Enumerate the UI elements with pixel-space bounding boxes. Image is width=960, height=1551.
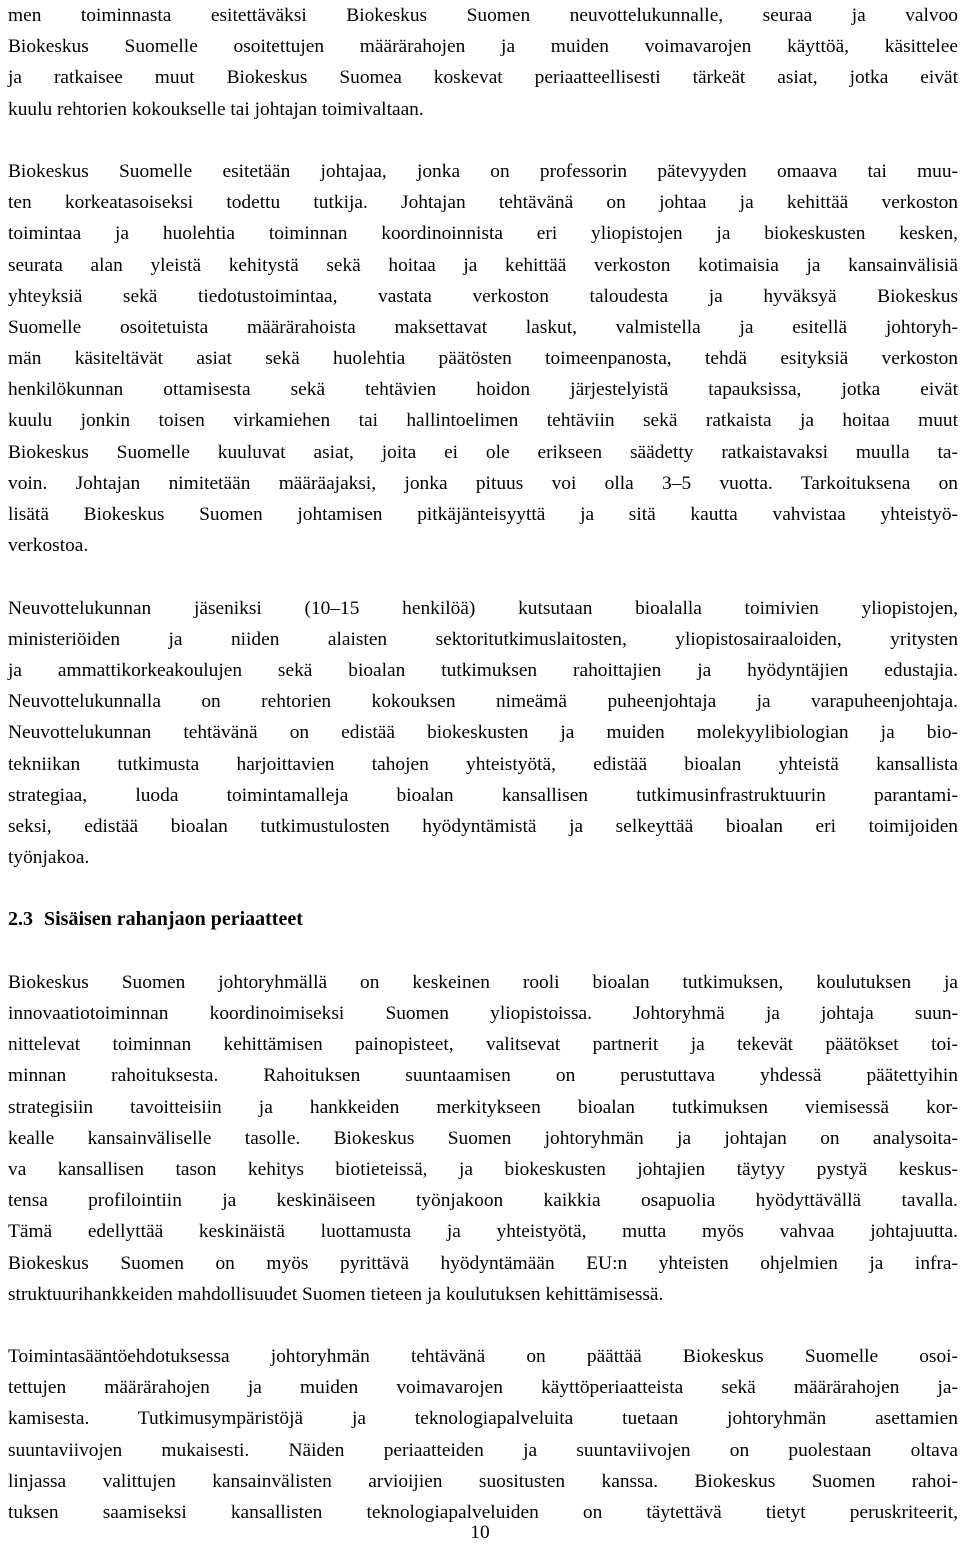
paragraph-advisory-board	[8, 593, 958, 874]
text-line: struktuurihankkeiden mahdollisuudet Suomen tieteen ja koulutuksen kehittämisessä.	[8, 1283, 664, 1305]
text-line: seksi, edistää bioalan tutkimustulosten hyödyntämistä ja selkeyttää bioalan eri toimijoiden	[8, 815, 958, 837]
text-line: män käsiteltävät asiat sekä huolehtia päätösten toimeenpanosta, tehdä esityksiä verkoston	[8, 348, 958, 370]
paragraph-director	[8, 156, 958, 561]
text-line: nittelevat toiminnan kehittämisen painopisteet, valitsevat partnerit ja tekevät päätökset toi-	[8, 1034, 958, 1056]
text-line: kuulu jonkin toisen virkamiehen tai hallintoelimen tehtäviin sekä ratkaista ja hoitaa muut	[8, 410, 958, 432]
text-line: tettujen määrärahojen ja muiden voimavarojen käyttöperiaatteista sekä määrärahojen ja-	[8, 1377, 958, 1399]
text-line: tuksen saamiseksi kansallisten teknologiapalveluiden on täytettävä tietyt peruskriteerit,	[8, 1502, 958, 1523]
text-line: ja ratkaisee muut Biokeskus Suomea koskevat periaatteellisesti tärkeät asiat, jotka eivät	[8, 67, 958, 89]
document-page	[8, 0, 958, 1528]
text-line: Tämä edellyttää keskinäistä luottamusta ja yhteistyötä, mutta myös vahvaa johtajuutta.	[8, 1221, 958, 1243]
text-line: Biokeskus Suomen johtoryhmällä on keskeinen rooli bioalan tutkimuksen, koulutuksen ja	[8, 971, 958, 993]
text-line: lisätä Biokeskus Suomen johtamisen pitkäjänteisyyttä ja sitä kautta vahvistaa yhteistyö-	[8, 504, 958, 525]
text-line: Biokeskus Suomelle osoitettujen määrärahojen ja muiden voimavarojen käyttöä, käsittelee	[8, 36, 958, 58]
page-number: 10	[470, 1522, 490, 1543]
text-line: työnjakoa.	[8, 847, 90, 869]
text-line: Biokeskus Suomen on myös pyrittävä hyödyntämään EU:n yhteisten ohjelmien ja infra-	[8, 1252, 958, 1274]
text-line: linjassa valittujen kansainvälisten arvioijien suositusten kanssa. Biokeskus Suomen rahoi-	[8, 1470, 958, 1492]
text-line: verkostoa.	[8, 535, 89, 557]
text-line: Biokeskus Suomelle kuuluvat asiat, joita ei ole erikseen säädetty ratkaistavaksi muulla ta-	[8, 441, 958, 463]
text-line: suuntaviivojen mukaisesti. Näiden periaatteiden ja suuntaviivojen on puolestaan oltava	[8, 1439, 958, 1461]
text-line: va kansallisen tason kehitys biotieteissä, ja biokeskusten johtajien täytyy pystyä keskus-	[8, 1158, 958, 1180]
section-heading	[8, 904, 958, 935]
text-line: strategiaa, luoda toimintamalleja bioalan kansallisen tutkimusinfrastruktuurin parantami-	[8, 784, 958, 806]
text-line: ja ammattikorkeakoulujen sekä bioalan tutkimuksen rahoittajien ja hyödyntäjien edustajia.	[8, 659, 958, 681]
text-line: minnan rahoituksesta. Rahoituksen suuntaamisen on perustuttava yhdessä päätettyihin	[8, 1065, 958, 1087]
text-line: kealle kansainväliselle tasolle. Biokeskus Suomen johtoryhmän ja johtajan on analysoita-	[8, 1127, 958, 1149]
paragraph-board-duties	[8, 0, 958, 125]
text-line: men toiminnasta esitettäväksi Biokeskus Suomen neuvottelukunnalle, seuraa ja valvoo	[8, 5, 958, 26]
text-line: ministeriöiden ja niiden alaisten sektoritutkimuslaitosten, yliopistosairaaloiden, yritysten	[8, 628, 958, 650]
text-line: henkilökunnan ottamisesta sekä tehtävien hoidon järjestelyistä tapauksissa, jotka eivät	[8, 379, 958, 401]
text-line: strategisiin tavoitteisiin ja hankkeiden merkitykseen bioalan tutkimuksen viemisessä kor-	[8, 1096, 958, 1118]
text-line: ten korkeatasoiseksi todettu tutkija. Johtajan tehtävänä on johtaa ja kehittää verkoston	[8, 192, 958, 214]
text-line: toimintaa ja huolehtia toiminnan koordinoinnista eri yliopistojen ja biokeskusten kesken,	[8, 223, 958, 245]
text-line: voin. Johtajan nimitetään määräajaksi, jonka pituus voi olla 3–5 vuotta. Tarkoituksena on	[8, 472, 958, 494]
text-line: seurata alan yleistä kehitystä sekä hoitaa ja kehittää verkoston kotimaisia ja kansainvälisiä	[8, 254, 958, 276]
paragraph-rules-proposal	[8, 1341, 958, 1528]
text-line: yhteyksiä sekä tiedotustoimintaa, vastata verkoston taloudesta ja hyväksyä Biokeskus	[8, 285, 958, 307]
text-line: innovaatiotoiminnan koordinoimiseksi Suomen yliopistoissa. Johtoryhmä ja johtaja suun-	[8, 1003, 958, 1024]
text-line: tensa profilointiin ja keskinäiseen työnjakoon kaikkia osapuolia hyödyttävällä tavalla.	[8, 1190, 958, 1212]
text-line: Neuvottelukunnan jäseniksi (10–15 henkilöä) kutsutaan bioalalla toimivien yliopistojen,	[8, 597, 958, 619]
section-number: 2.3	[8, 908, 33, 931]
section-title: Sisäisen rahanjaon periaatteet	[44, 908, 303, 931]
text-line: kuulu rehtorien kokoukselle tai johtajan toimivaltaan.	[8, 98, 424, 120]
text-line: tekniikan tutkimusta harjoittavien tahojen yhteistyötä, edistää bioalan yhteistä kansallista	[8, 753, 958, 775]
paragraph-steering-group	[8, 967, 958, 1310]
text-line: Neuvottelukunnan tehtävänä on edistää biokeskusten ja muiden molekyylibiologian ja bio-	[8, 722, 958, 744]
text-line: Suomelle osoitetuista määrärahoista maksettavat laskut, valmistella ja esitellä johtoryh-	[8, 316, 958, 338]
text-line: kamisesta. Tutkimusympäristöjä ja teknologiapalveluita tuetaan johtoryhmän asettamien	[8, 1408, 958, 1430]
text-line: Neuvottelukunnalla on rehtorien kokouksen nimeämä puheenjohtaja ja varapuheenjohtaja.	[8, 691, 958, 713]
text-line: Toimintasääntöehdotuksessa johtoryhmän tehtävänä on päättää Biokeskus Suomelle osoi-	[8, 1346, 958, 1368]
text-line: Biokeskus Suomelle esitetään johtajaa, jonka on professorin pätevyyden omaava tai muu-	[8, 160, 958, 182]
